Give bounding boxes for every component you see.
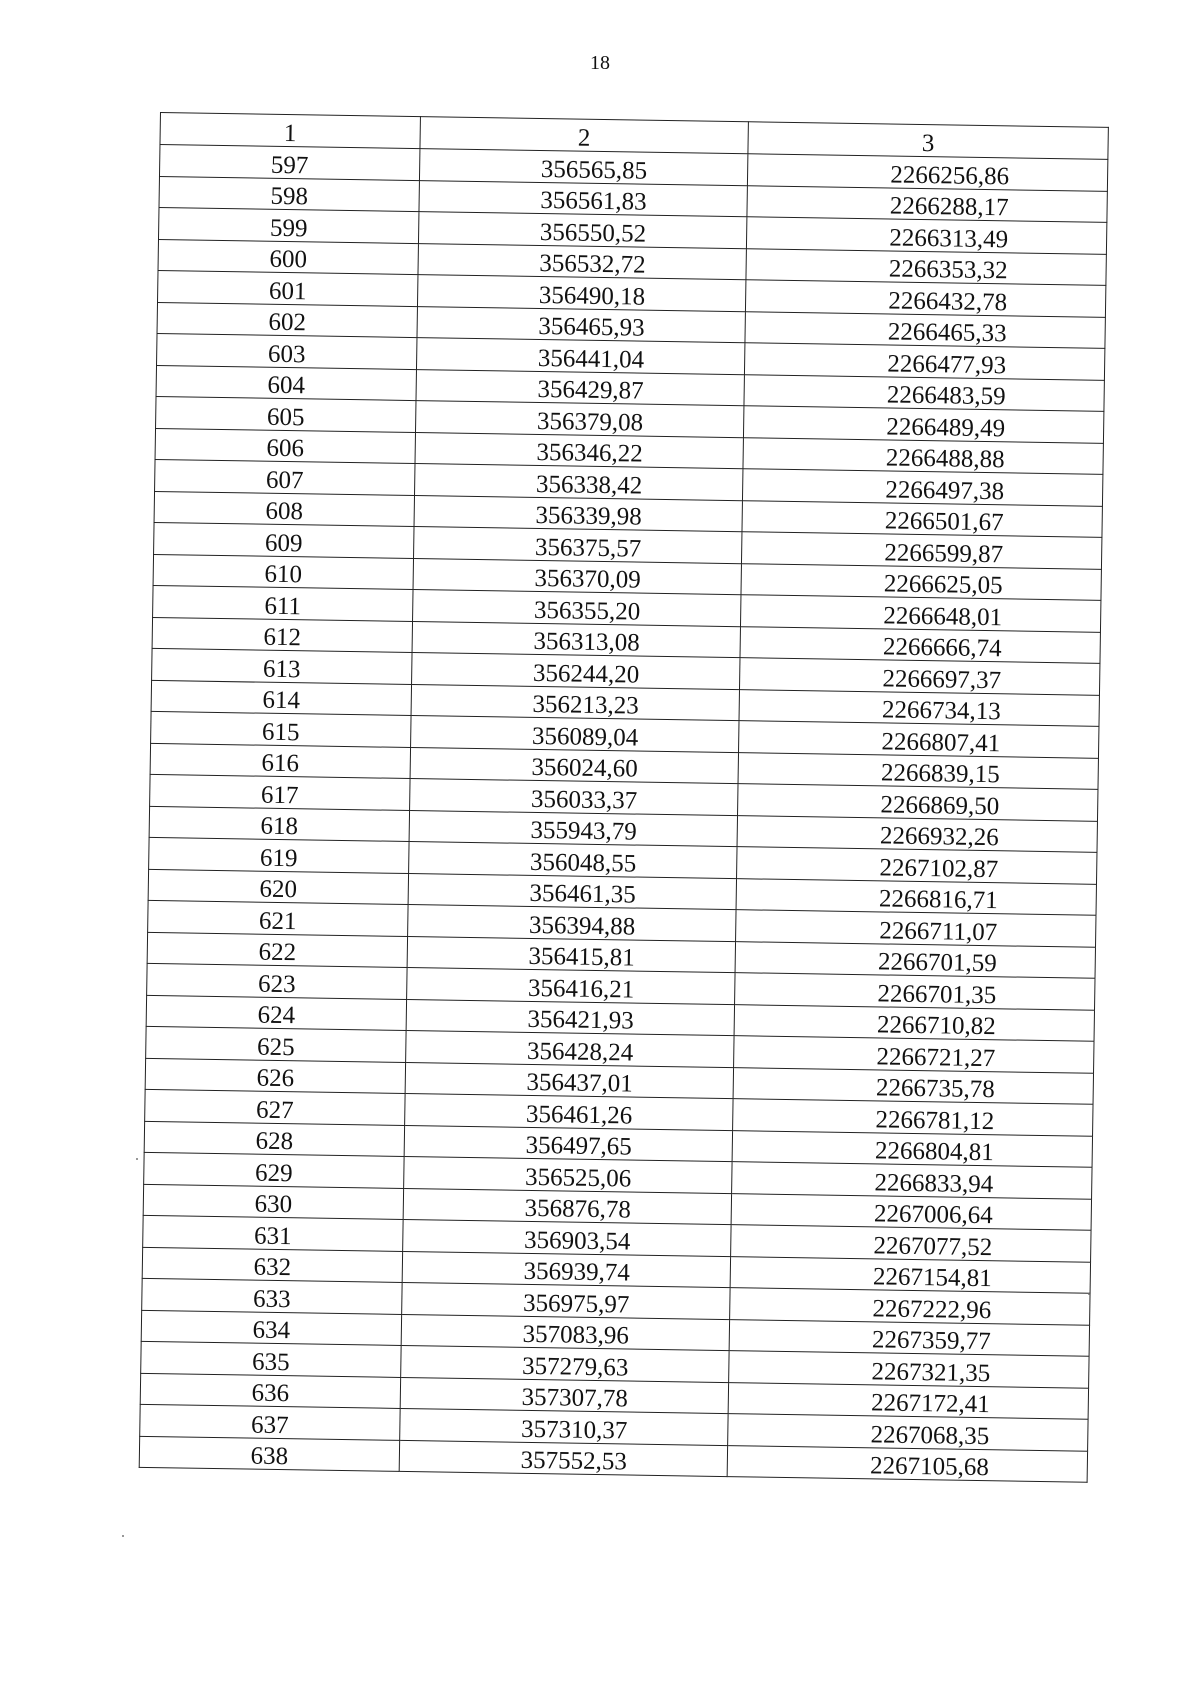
- cell-x-coordinate: 357279,63: [401, 1345, 729, 1382]
- cell-y-coordinate: 2266833,94: [732, 1162, 1092, 1199]
- cell-x-coordinate: 356465,93: [417, 306, 745, 343]
- cell-y-coordinate: 2266697,37: [740, 658, 1100, 695]
- cell-y-coordinate: 2266288,17: [747, 185, 1107, 222]
- cell-x-coordinate: 357083,96: [401, 1314, 729, 1351]
- header-cell-point: 1: [160, 113, 420, 149]
- cell-point-number: 615: [151, 711, 411, 747]
- cell-point-number: 618: [149, 806, 409, 842]
- cell-point-number: 625: [146, 1026, 406, 1062]
- cell-y-coordinate: 2267222,96: [730, 1288, 1090, 1325]
- cell-point-number: 600: [158, 239, 418, 275]
- cell-point-number: 621: [148, 900, 408, 936]
- cell-point-number: 635: [141, 1341, 401, 1377]
- cell-y-coordinate: 2267359,77: [729, 1319, 1089, 1356]
- cell-point-number: 632: [142, 1247, 402, 1283]
- cell-y-coordinate: 2266701,35: [735, 973, 1095, 1010]
- cell-point-number: 628: [144, 1121, 404, 1157]
- cell-x-coordinate: 356415,81: [407, 936, 735, 973]
- cell-point-number: 610: [153, 554, 413, 590]
- cell-y-coordinate: 2266256,86: [747, 154, 1107, 191]
- cell-y-coordinate: 2266488,88: [743, 437, 1103, 474]
- cell-y-coordinate: 2267172,41: [728, 1382, 1088, 1419]
- cell-y-coordinate: 2266501,67: [742, 500, 1102, 537]
- cell-x-coordinate: 356429,87: [416, 369, 744, 406]
- cell-y-coordinate: 2266711,07: [736, 910, 1096, 947]
- cell-point-number: 605: [156, 396, 416, 432]
- cell-point-number: 630: [143, 1184, 403, 1220]
- cell-point-number: 620: [148, 869, 408, 905]
- cell-point-number: 604: [156, 365, 416, 401]
- cell-y-coordinate: 2266710,82: [734, 1004, 1094, 1041]
- scan-speck: [122, 1535, 124, 1537]
- cell-x-coordinate: 356876,78: [403, 1188, 731, 1225]
- cell-x-coordinate: 356370,09: [413, 558, 741, 595]
- cell-x-coordinate: 356561,83: [419, 180, 747, 217]
- cell-y-coordinate: 2266483,59: [744, 374, 1104, 411]
- cell-point-number: 623: [147, 963, 407, 999]
- coordinates-table-container: [139, 112, 1108, 1483]
- header-cell-y: 3: [748, 122, 1108, 160]
- cell-x-coordinate: 356565,85: [419, 149, 747, 186]
- cell-point-number: 601: [158, 270, 418, 306]
- cell-x-coordinate: 356048,55: [409, 842, 737, 879]
- cell-y-coordinate: 2266807,41: [739, 721, 1099, 758]
- cell-x-coordinate: 356428,24: [406, 1030, 734, 1067]
- cell-x-coordinate: 356490,18: [417, 275, 745, 312]
- cell-y-coordinate: 2266625,05: [741, 563, 1101, 600]
- cell-y-coordinate: 2266432,78: [745, 280, 1105, 317]
- cell-x-coordinate: 356497,65: [404, 1125, 732, 1162]
- cell-y-coordinate: 2266648,01: [740, 595, 1100, 632]
- cell-x-coordinate: 356338,42: [415, 464, 743, 501]
- scan-speck: [1088, 1293, 1090, 1295]
- cell-point-number: 633: [142, 1278, 402, 1314]
- cell-point-number: 612: [152, 617, 412, 653]
- cell-y-coordinate: 2267154,81: [730, 1256, 1090, 1293]
- cell-y-coordinate: 2266489,49: [743, 406, 1103, 443]
- cell-x-coordinate: 356313,08: [412, 621, 740, 658]
- coordinates-table: [139, 112, 1109, 1483]
- cell-point-number: 599: [159, 207, 419, 243]
- cell-x-coordinate: 356421,93: [406, 999, 734, 1036]
- cell-y-coordinate: 2266313,49: [746, 217, 1106, 254]
- cell-point-number: 602: [157, 302, 417, 338]
- cell-point-number: 617: [150, 774, 410, 810]
- cell-x-coordinate: 356379,08: [416, 401, 744, 438]
- cell-x-coordinate: 356532,72: [418, 243, 746, 280]
- cell-point-number: 611: [153, 585, 413, 621]
- cell-y-coordinate: 2267068,35: [728, 1414, 1088, 1451]
- cell-x-coordinate: 356339,98: [414, 495, 742, 532]
- cell-point-number: 609: [154, 522, 414, 558]
- cell-y-coordinate: 2266701,59: [735, 941, 1095, 978]
- cell-y-coordinate: 2266932,26: [737, 815, 1097, 852]
- cell-x-coordinate: 356355,20: [413, 590, 741, 627]
- cell-point-number: 637: [140, 1404, 400, 1440]
- cell-point-number: 616: [150, 743, 410, 779]
- cell-y-coordinate: 2266497,38: [742, 469, 1102, 506]
- cell-y-coordinate: 2267077,52: [731, 1225, 1091, 1262]
- cell-point-number: 603: [157, 333, 417, 369]
- cell-point-number: 613: [152, 648, 412, 684]
- cell-x-coordinate: 356975,97: [402, 1282, 730, 1319]
- cell-y-coordinate: 2267102,87: [737, 847, 1097, 884]
- cell-point-number: 614: [151, 680, 411, 716]
- cell-point-number: 624: [146, 995, 406, 1031]
- cell-y-coordinate: 2266839,15: [738, 752, 1098, 789]
- cell-point-number: 634: [141, 1310, 401, 1346]
- cell-x-coordinate: 356394,88: [408, 904, 736, 941]
- cell-point-number: 622: [147, 932, 407, 968]
- cell-x-coordinate: 356441,04: [416, 338, 744, 375]
- cell-y-coordinate: 2266477,93: [744, 343, 1104, 380]
- cell-y-coordinate: 2267321,35: [729, 1351, 1089, 1388]
- cell-x-coordinate: 356244,20: [412, 653, 740, 690]
- cell-point-number: 626: [145, 1058, 405, 1094]
- cell-x-coordinate: 356024,60: [410, 747, 738, 784]
- cell-y-coordinate: 2267006,64: [731, 1193, 1091, 1230]
- cell-point-number: 636: [140, 1373, 400, 1409]
- cell-x-coordinate: 357307,78: [400, 1377, 728, 1414]
- cell-y-coordinate: 2266734,13: [739, 689, 1099, 726]
- cell-y-coordinate: 2266869,50: [738, 784, 1098, 821]
- cell-point-number: 598: [159, 176, 419, 212]
- cell-y-coordinate: 2266721,27: [734, 1036, 1094, 1073]
- cell-x-coordinate: 356525,06: [404, 1156, 732, 1193]
- cell-x-coordinate: 356550,52: [418, 212, 746, 249]
- cell-x-coordinate: 357552,53: [399, 1440, 727, 1477]
- cell-y-coordinate: 2266465,33: [745, 311, 1105, 348]
- cell-x-coordinate: 356346,22: [415, 432, 743, 469]
- cell-x-coordinate: 356437,01: [405, 1062, 733, 1099]
- page-number: 18: [590, 52, 610, 74]
- cell-x-coordinate: 356939,74: [402, 1251, 730, 1288]
- cell-y-coordinate: 2267105,68: [727, 1445, 1087, 1482]
- cell-x-coordinate: 356089,04: [411, 716, 739, 753]
- cell-point-number: 629: [144, 1152, 404, 1188]
- cell-y-coordinate: 2266735,78: [733, 1067, 1093, 1104]
- cell-y-coordinate: 2266353,32: [746, 248, 1106, 285]
- cell-point-number: 638: [139, 1436, 399, 1472]
- cell-x-coordinate: 357310,37: [400, 1408, 728, 1445]
- cell-y-coordinate: 2266816,71: [736, 878, 1096, 915]
- cell-x-coordinate: 356903,54: [403, 1219, 731, 1256]
- cell-x-coordinate: 356461,26: [405, 1093, 733, 1130]
- cell-point-number: 597: [159, 145, 419, 181]
- cell-y-coordinate: 2266781,12: [733, 1099, 1093, 1136]
- cell-x-coordinate: 356213,23: [411, 684, 739, 721]
- cell-y-coordinate: 2266804,81: [732, 1130, 1092, 1167]
- scan-speck: [136, 1158, 138, 1160]
- cell-y-coordinate: 2266666,74: [740, 626, 1100, 663]
- cell-point-number: 606: [155, 428, 415, 464]
- cell-point-number: 631: [143, 1215, 403, 1251]
- cell-point-number: 608: [154, 491, 414, 527]
- cell-x-coordinate: 356461,35: [408, 873, 736, 910]
- cell-x-coordinate: 356375,57: [414, 527, 742, 564]
- cell-y-coordinate: 2266599,87: [741, 532, 1101, 569]
- cell-x-coordinate: 355943,79: [409, 810, 737, 847]
- cell-point-number: 607: [155, 459, 415, 495]
- cell-point-number: 627: [145, 1089, 405, 1125]
- cell-x-coordinate: 356033,37: [410, 779, 738, 816]
- cell-x-coordinate: 356416,21: [407, 967, 735, 1004]
- cell-point-number: 619: [149, 837, 409, 873]
- header-cell-x: 2: [420, 117, 748, 154]
